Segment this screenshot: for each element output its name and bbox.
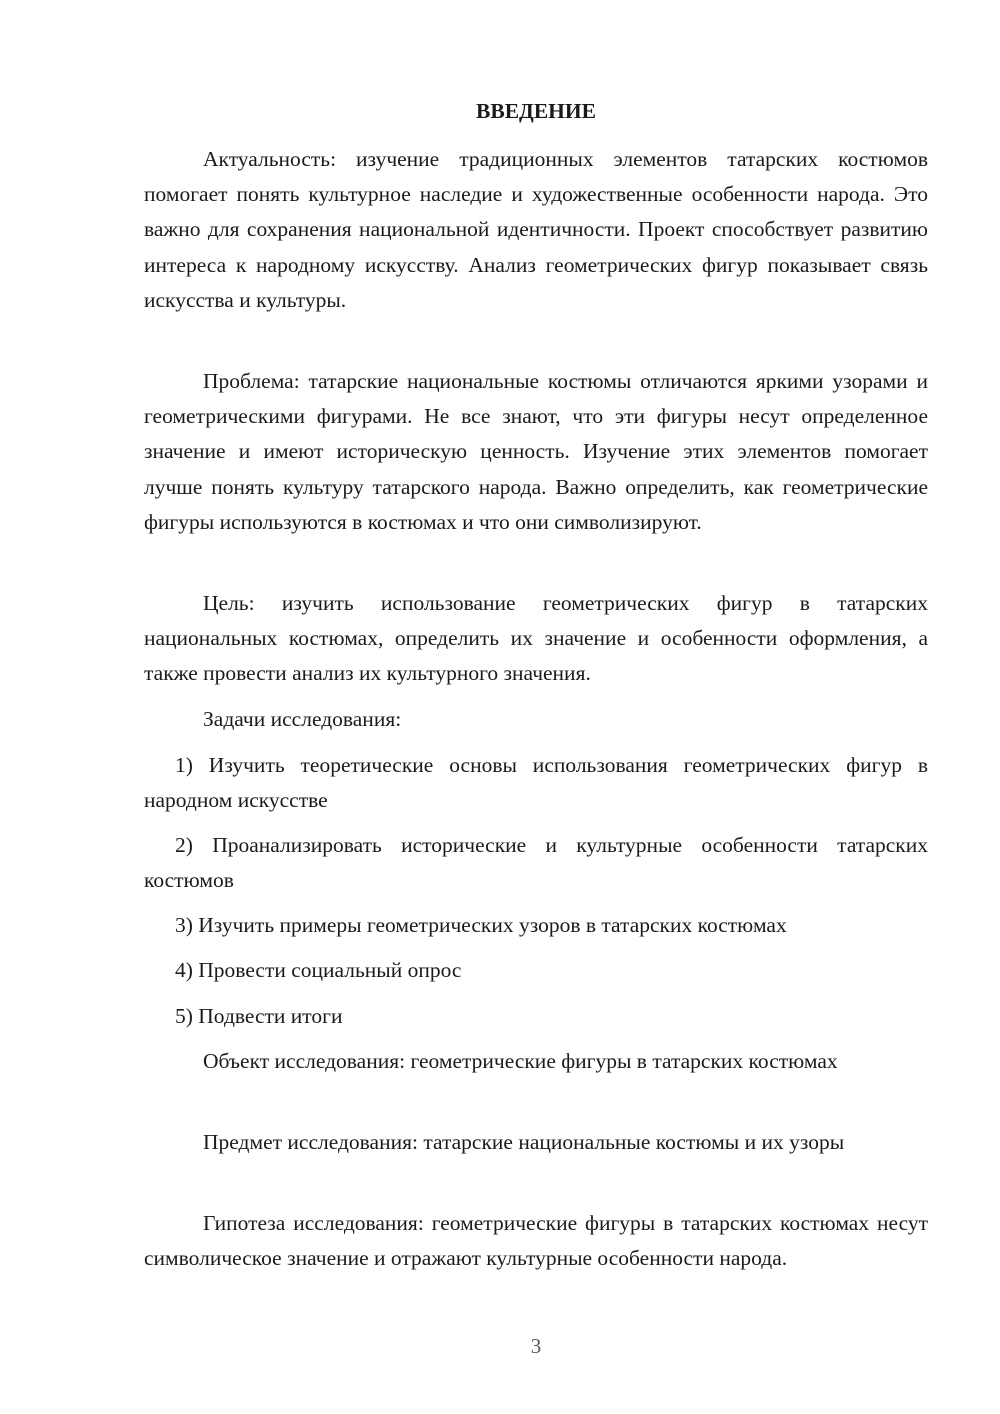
paragraph-problem: Проблема: татарские национальные костюмы отличаются яркими узорами и геометрическими фигурами. Не все знают, что эти фигуры несут определенное значение и имеют историческую ценность. Изучение этих элементов помогает лучше понять культуру татарского народа. Важно определить, как геометрические фигуры используются в костюмах и что они символизируют. xyxy=(144,369,928,534)
task-item-4: 4) Провести социальный опрос xyxy=(175,958,462,982)
paragraph-object: Объект исследования: геометрические фигуры в татарских костюмах xyxy=(203,1049,838,1073)
task-item-5: 5) Подвести итоги xyxy=(175,1004,343,1028)
task-item-1: 1) Изучить теоретические основы использования геометрических фигур в народном искусстве xyxy=(144,753,928,813)
tasks-title: Задачи исследования: xyxy=(203,707,402,731)
task-item-2: 2) Проанализировать исторические и культурные особенности татарских костюмов xyxy=(144,833,928,893)
paragraph-hypothesis: Гипотеза исследования: геометрические фигуры в татарских костюмах несут символическое значение и отражают культурные особенности народа. xyxy=(144,1211,928,1271)
section-heading: ВВЕДЕНИЕ xyxy=(476,99,596,123)
task-item-3: 3) Изучить примеры геометрических узоров в татарских костюмах xyxy=(175,913,787,937)
paragraph-subject: Предмет исследования: татарские национальные костюмы и их узоры xyxy=(203,1130,845,1154)
paragraph-relevance: Актуальность: изучение традиционных элементов татарских костюмов помогает понять культурное наследие и художественные особенности народа. Это важно для сохранения национальной идентичности. Проект способствует развитию интереса к народному искусству. Анализ геометрических фигур показывает связь искусства и культуры. xyxy=(144,147,928,312)
page-number: 3 xyxy=(530,1334,542,1358)
paragraph-goal: Цель: изучить использование геометрических фигур в татарских национальных костюмах, определить их значение и особенности оформления, а также провести анализ их культурного значения. xyxy=(144,591,928,686)
